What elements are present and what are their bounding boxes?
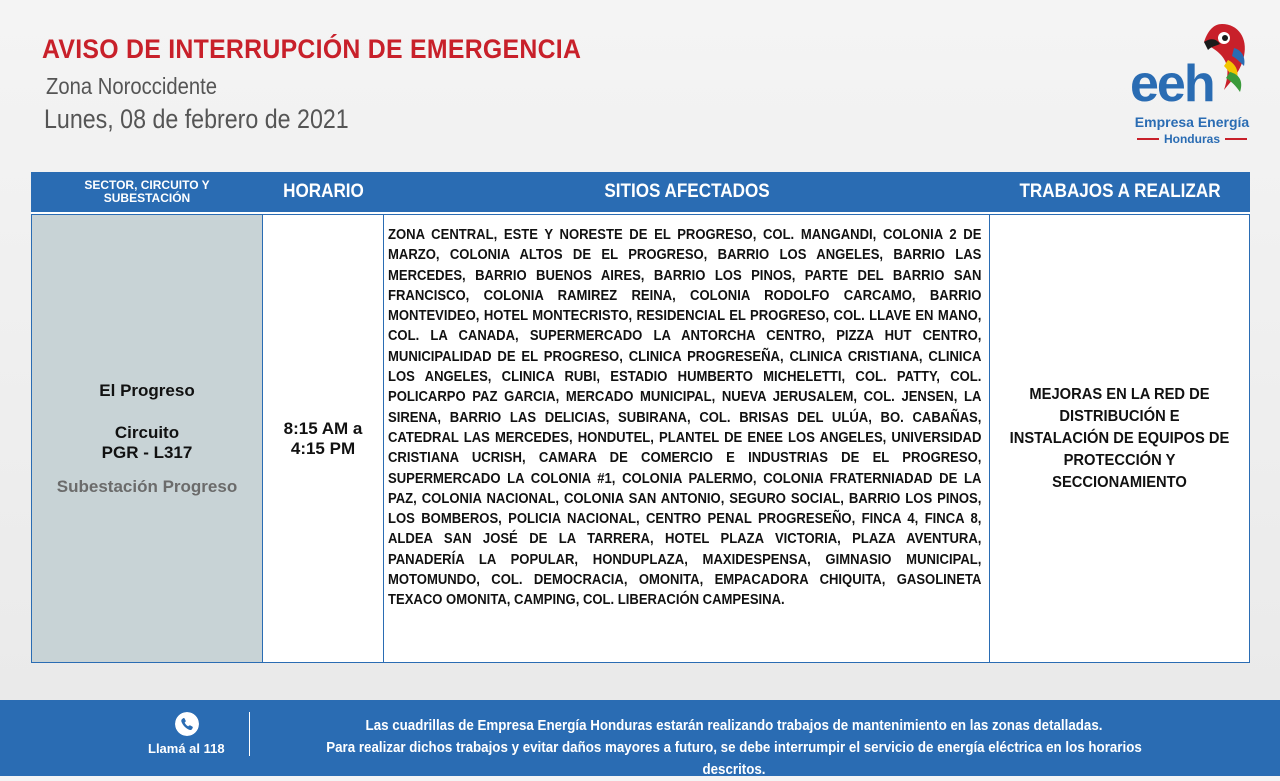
sites-cell [384, 214, 990, 663]
footer-message-line2: Para realizar dichos trabajos y evitar daños mayores a futuro, se debe interrumpir el servicio de energía eléctrica en los horarios descritos. [326, 740, 1142, 778]
header-horario: HORARIO [283, 181, 364, 202]
works-cell [990, 214, 1250, 663]
footer-divider [249, 712, 250, 756]
table-row [31, 214, 1250, 663]
logo-dash-left [1137, 138, 1159, 140]
date-label: Lunes, 08 de febrero de 2021 [44, 104, 349, 134]
logo-country: Honduras [1163, 132, 1220, 146]
zone-label: Zona Noroccidente [46, 73, 218, 99]
sector-cell [31, 214, 263, 663]
footer-bar [0, 700, 1280, 776]
logo-mark: eeh [1130, 55, 1214, 113]
footer-message-line1: Las cuadrillas de Empresa Energía Honduras estarán realizando trabajos de mantenimiento en las zonas detalladas. [365, 718, 1103, 734]
company-logo [1120, 20, 1260, 146]
phone-icon [175, 712, 199, 736]
schedule-cell [263, 214, 384, 663]
table-header [31, 172, 1250, 214]
logo-dash-right [1225, 138, 1247, 140]
header-sitios: SITIOS AFECTADOS [604, 181, 770, 202]
call-label: Llamá al 118 [148, 741, 225, 756]
sector-name: El Progreso [99, 380, 195, 400]
circuit-label: Circuito [114, 422, 180, 442]
circuit-code: PGR - L317 [101, 442, 193, 462]
outage-table [31, 172, 1250, 663]
affected-sites-text: ZONA CENTRAL, ESTE Y NORESTE DE EL PROGRESO, COL. MANGANDI, COLONIA 2 DE MARZO, COLONIA ALTOS DE EL PROGRESO, BARRIO LOS ANGELES, BARRIO LAS MERCEDES, BARRIO BUENOS AIRES, BARRIO LOS PINOS, PARTE DEL BARRIO SAN FRANCISCO, COLONIA RAMIREZ REINA, COLONIA RODOLFO CARCAMO, BARRIO MONTEVIDEO, HOTEL MONTECRISTO, RESIDENCIAL EL PROGRESO, COL. LLAVE EN MANO, COL. LA CANADA, SUPERMERCADO LA ANTORCHA CENTRO, PIZZA HUT CENTRO, MUNICIPALIDAD DE EL PROGRESO, CLINICA PROGRESEÑA, CLINICA CRISTIANA, CLINICA LOS ANGELES, CLINICA RUBI, ESTADIO HUMBERTO MICHELETTI, COL. PATTY, COL. POLICARPO PAZ GARCIA, MERCADO MUNICIPAL, NUEVA JERUSALEM, COL. JENSEN, LA SIRENA, BARRIO LAS DELICIAS, SUBIRANA, COL. BRISAS DEL ULÚA, BO. CABAÑAS, CATEDRAL LAS MERCEDES, HONDUTEL, PLANTEL DE ENEE LOS ANGELES, UNIVERSIDAD CRISTIANA UCRISH, CAMARA DE COMERCIO E INDUSTRIAS DE EL PROGRESO, SUPERMERCADO LA COLONIA #1, COLONIA PALERMO, COLONIA FRATERNIADAD DE LA PAZ, COLONIA NACIONAL, COLONIA SAN ANTONIO, SEGURO SOCIAL, BARRIO LOS PINOS, LOS BOMBEROS, POLICIA NACIONAL, CENTRO PENAL PROGRESEÑO, FINCA 4, FINCA 8, ALDEA SAN JOSÉ DE LA TARRERA, HOTEL PLAZA VICTORIA, PLAZA AVENTURA, PANADERÍA LA POPULAR, HONDUPLAZA, MAXIDESPENSA, GIMNASIO MUNICIPAL, MOTOMUNDO, COL. DEMOCRACIA, OMONITA, EMPACADORA CHIQUITA, GASOLINETA TEXACO OMONITA, CAMPING, COL. LIBERACIÓN CAMPESINA. [388, 226, 982, 609]
header-sector: SECTOR, CIRCUITO Y SUBESTACIÓN [84, 178, 210, 205]
logo-country-row [1130, 132, 1254, 146]
works-description: MEJORAS EN LA RED DE DISTRIBUCIÓN E INSTALACIÓN DE EQUIPOS DE PROTECCIÓN Y SECCIONAMIENTO [1009, 385, 1230, 491]
logo-company-name: Empresa Energía [1134, 114, 1250, 130]
page-title: AVISO DE INTERRUPCIÓN DE EMERGENCIA [42, 34, 582, 64]
header-trabajos: TRABAJOS A REALIZAR [1019, 181, 1221, 202]
schedule-end: 4:15 PM [290, 438, 356, 458]
schedule-start: 8:15 AM a [283, 418, 363, 438]
substation-name: Subestación Progreso [56, 476, 238, 496]
footer-message [262, 715, 1206, 781]
